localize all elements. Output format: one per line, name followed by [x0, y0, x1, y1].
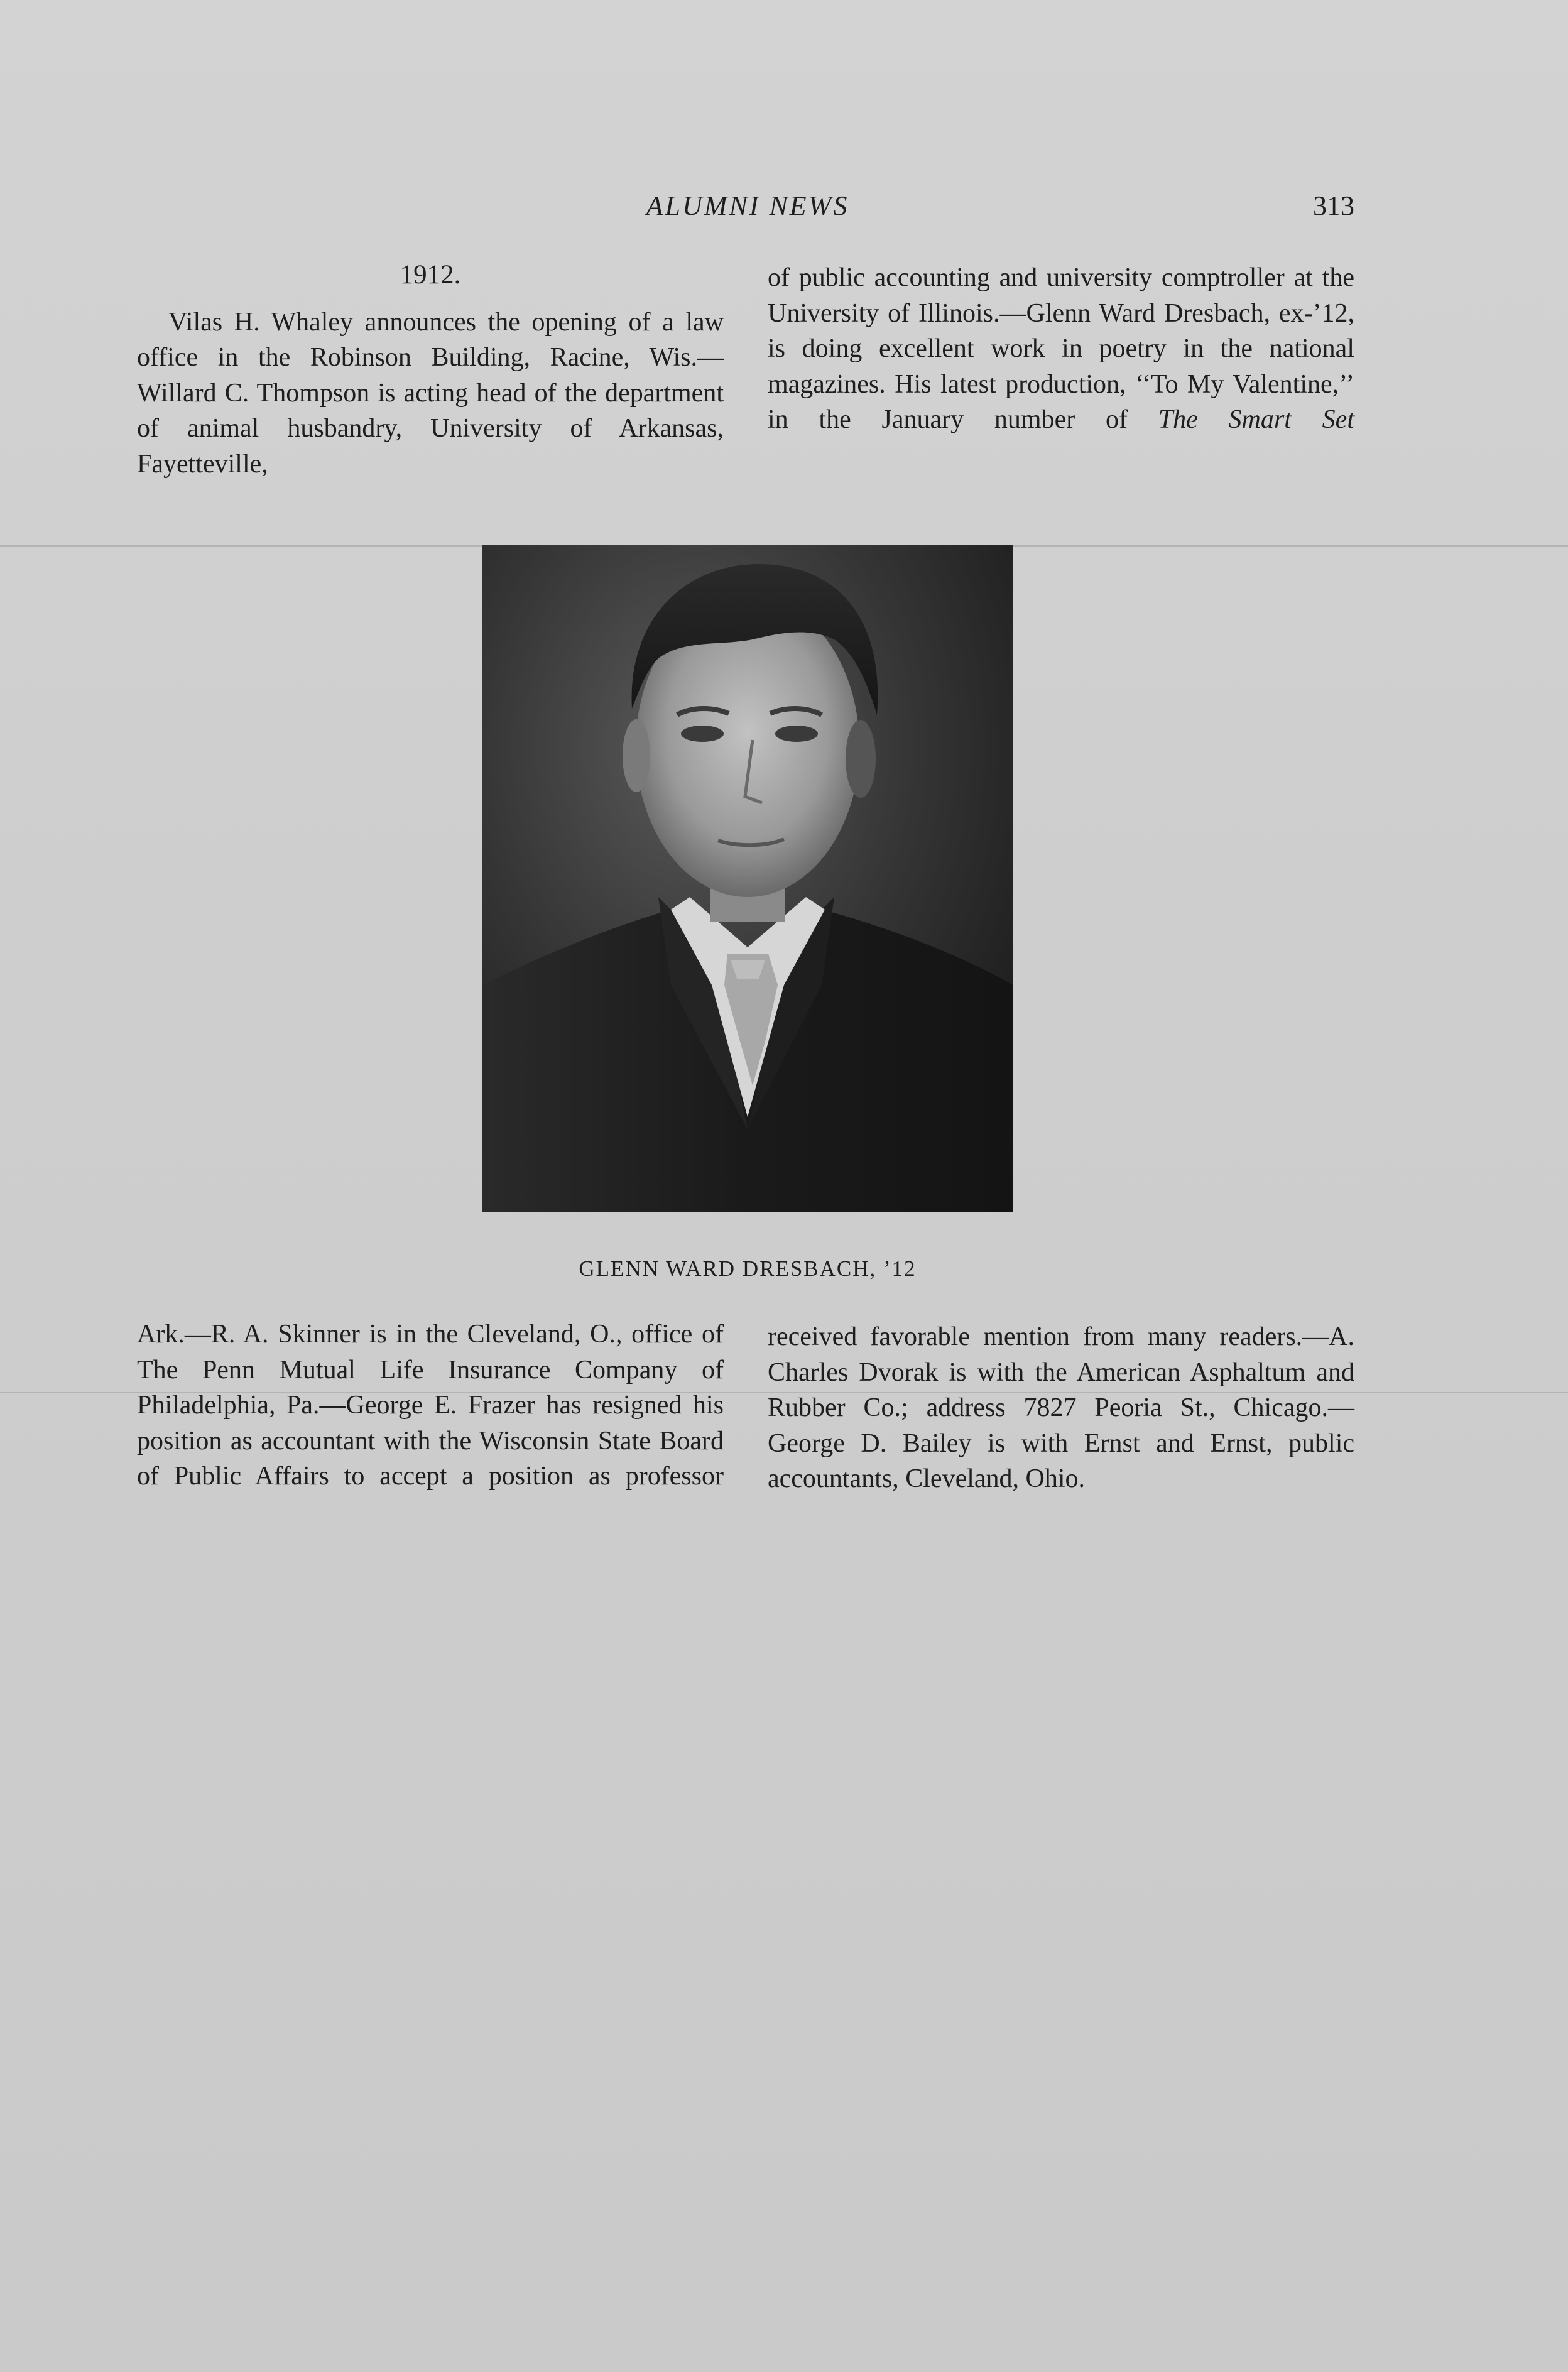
column-left-top — [137, 258, 724, 482]
year-heading: 1912. — [400, 260, 461, 290]
photo-caption: GLENN WARD DRESBACH, ’12 — [579, 1256, 917, 1281]
paragraph: received favorable mention from many readers.—A. Charles Dvorak is with the American Asphaltum and Rubber Co.; address 7827 Peoria St., Chicago.—George D. Bailey is with Ernst and Ernst, public accountants, Cleveland, Ohio. — [768, 1322, 1354, 1493]
running-title: ALUMNI NEWS — [646, 190, 849, 221]
portrait-photo — [482, 545, 1013, 1212]
magazine-title: The Smart Set — [1158, 405, 1354, 434]
page-number: 313 — [1313, 190, 1354, 221]
paragraph: Vilas H. Whaley announces the opening of a law office in the Robinson Building, Racine, Wis.—Willard C. Thompson is acting head of the department of animal husbandry, University of Arkansas, Fayetteville, — [137, 307, 724, 479]
column-right-top — [768, 260, 1354, 438]
portrait-illustration — [482, 545, 1013, 1212]
paragraph-text: of public accounting and university comptroller at the University of Illinois.—Glenn Ward Dresbach, ex-’12, is doing excellent work in poetry in the national magazines. His latest production, ‘‘To My Valentine,’’ in the January number of — [768, 263, 1354, 434]
paragraph — [768, 260, 1354, 438]
paragraph: Ark.—R. A. Skinner is in the Cleveland, O., office of The Penn Mutual Life Insurance Company of Philadelphia, Pa.—George E. Frazer has resigned his position as accountant with the Wisconsin State Board of Public Affairs to accept a position as professor — [137, 1320, 724, 1491]
column-left-bottom — [137, 1317, 724, 1494]
column-right-bottom — [768, 1319, 1354, 1497]
